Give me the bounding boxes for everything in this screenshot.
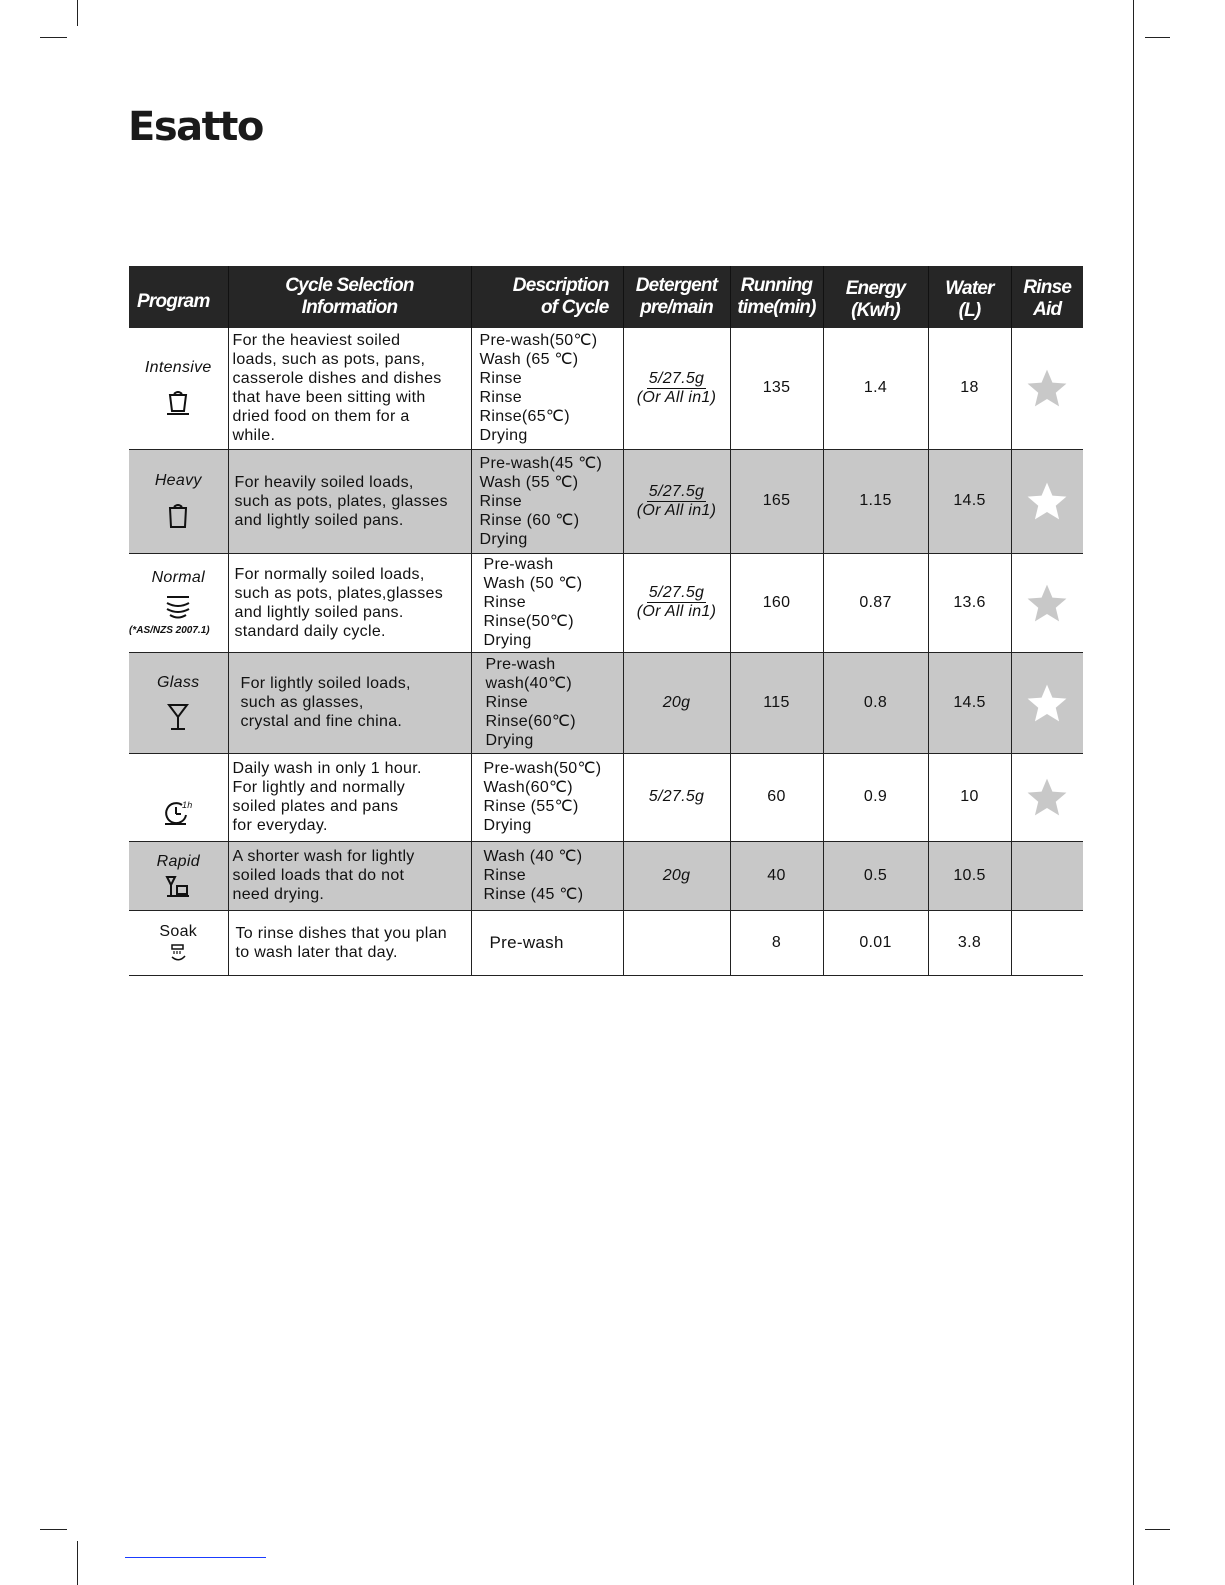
- description-cell: [471, 553, 623, 652]
- info-line: that have been sitting with: [232, 389, 426, 407]
- rinse-aid-cell: [1011, 553, 1083, 652]
- running-time: 8: [730, 910, 823, 975]
- description-cell: [471, 328, 623, 449]
- cycle-info-cell: [228, 553, 471, 652]
- info-line: such as pots, plates, glasses: [234, 492, 448, 510]
- program-table: [129, 266, 1083, 976]
- info-line: soiled loads that do not: [232, 867, 405, 884]
- info-line: To rinse dishes that you plan: [235, 924, 447, 942]
- desc-step: Pre-wash: [483, 556, 554, 573]
- detergent-cell: [623, 652, 730, 753]
- info-line: loads, such as pots, pans,: [232, 351, 426, 369]
- program-name: Heavy: [154, 472, 202, 489]
- program-name: Intensive: [144, 359, 212, 377]
- header-program: [129, 266, 228, 328]
- header-desc-line1: Description: [512, 275, 609, 296]
- soak-spray-icon: [168, 943, 188, 963]
- water-value: 13.6: [928, 553, 1011, 652]
- desc-step: wash(40℃): [485, 675, 572, 692]
- water-value: 3.8: [928, 910, 1011, 975]
- header-det-line2: pre/main: [640, 297, 713, 318]
- table-row: [129, 910, 1083, 975]
- info-line: A shorter wash for lightly: [232, 848, 415, 865]
- description-cell: [471, 449, 623, 553]
- detergent-note: (Or All in1): [636, 501, 717, 519]
- cycle-info-cell: [228, 449, 471, 553]
- detergent-cell: [623, 449, 730, 553]
- header-info-line1: Cycle Selection: [285, 275, 414, 296]
- desc-step: Rinse: [483, 594, 526, 611]
- program-cell: [129, 449, 228, 553]
- program-name: Glass: [157, 673, 200, 691]
- desc-step: Pre-wash(50℃): [479, 332, 598, 350]
- desc-step: Rinse(60℃): [485, 713, 576, 730]
- table-row: [129, 449, 1083, 553]
- desc-step: Wash (50 ℃): [483, 575, 583, 592]
- header-rinse-line2: Aid: [1033, 299, 1062, 320]
- info-line: Daily wash in only 1 hour.: [232, 760, 422, 777]
- rinse-aid-cell: [1011, 910, 1083, 975]
- table-row: [129, 553, 1083, 652]
- desc-step: Pre-wash(45 ℃): [479, 454, 603, 472]
- info-line: For the heaviest soiled: [232, 332, 401, 350]
- detergent-cell: [623, 553, 730, 652]
- cycle-info-cell: [228, 328, 471, 449]
- header-rinse-line1: Rinse: [1023, 277, 1072, 298]
- standard-note: (*AS/NZS 2007.1): [129, 625, 210, 636]
- crop-mark: [40, 37, 67, 38]
- desc-step: Wash (40 ℃): [483, 848, 583, 865]
- info-line: such as pots, plates,glasses: [234, 584, 444, 602]
- energy-value: 1.4: [823, 328, 928, 449]
- running-time: 115: [730, 652, 823, 753]
- program-name: Soak: [159, 922, 198, 940]
- detergent-cell: [623, 841, 730, 910]
- table-row: [129, 328, 1083, 449]
- detergent-cell: [623, 328, 730, 449]
- desc-step: Rinse: [479, 492, 522, 510]
- header-energy: [823, 266, 928, 328]
- header-water-line1: Water: [945, 278, 994, 299]
- header-time: [730, 266, 823, 328]
- energy-value: 0.9: [823, 753, 928, 841]
- cycle-info-cell: [228, 652, 471, 753]
- crop-mark: [77, 0, 78, 26]
- desc-step: Rinse (55℃): [483, 798, 579, 815]
- running-time: 135: [730, 328, 823, 449]
- header-det-line1: Detergent: [635, 275, 718, 296]
- rinse-aid-cell: [1011, 449, 1083, 553]
- desc-step: Wash (65 ℃): [479, 351, 579, 369]
- info-line: need drying.: [232, 886, 325, 903]
- footer-link-underline: [125, 1557, 266, 1558]
- desc-step: Rinse(50℃): [483, 613, 574, 630]
- desc-step: Rinse (60 ℃): [479, 511, 580, 529]
- desc-step: Rinse: [479, 389, 522, 407]
- header-description: [471, 266, 623, 328]
- energy-value: 1.15: [823, 449, 928, 553]
- crop-mark: [77, 1541, 78, 1585]
- page-edge-rule: [1133, 0, 1134, 1585]
- crop-mark: [40, 1529, 67, 1530]
- water-value: 18: [928, 328, 1011, 449]
- info-line: crystal and fine china.: [240, 713, 403, 730]
- program-cell: [129, 910, 228, 975]
- detergent-cell: [623, 910, 730, 975]
- rinse-aid-cell: [1011, 652, 1083, 753]
- header-info: [228, 266, 471, 328]
- running-time: 60: [730, 753, 823, 841]
- program-cell: [129, 841, 228, 910]
- rinse-aid-cell: [1011, 753, 1083, 841]
- rinse-aid-cell: [1011, 328, 1083, 449]
- detergent-cell: [623, 753, 730, 841]
- energy-value: 0.8: [823, 652, 928, 753]
- detergent-amount: 5/27.5g: [648, 584, 705, 601]
- water-value: 10.5: [928, 841, 1011, 910]
- program-cell: [129, 753, 228, 841]
- running-time: 160: [730, 553, 823, 652]
- desc-step: Drying: [479, 530, 528, 548]
- star-icon: [1026, 367, 1068, 409]
- table-header-row: [129, 266, 1083, 328]
- cycle-info-cell: [228, 841, 471, 910]
- detergent-amount: 20g: [662, 866, 691, 884]
- star-icon: [1026, 480, 1068, 522]
- cycle-info-cell: [228, 910, 471, 975]
- desc-step: Pre-wash(50℃): [483, 760, 602, 777]
- description-cell: [471, 753, 623, 841]
- rinse-aid-cell: [1011, 841, 1083, 910]
- desc-step: Pre-wash: [485, 656, 556, 673]
- description-cell: [471, 910, 623, 975]
- plates-icon: [163, 593, 193, 621]
- header-detergent: [623, 266, 730, 328]
- running-time: 40: [730, 841, 823, 910]
- header-desc-line2: of Cycle: [540, 297, 609, 318]
- info-line: to wash later that day.: [235, 943, 398, 961]
- description-cell: [471, 841, 623, 910]
- desc-step: Drying: [485, 732, 534, 749]
- description-cell: [471, 652, 623, 753]
- detergent-note: (Or All in1): [636, 603, 717, 620]
- detergent-amount: 20g: [662, 693, 691, 711]
- header-rinse-aid: [1011, 266, 1083, 328]
- desc-step: Drying: [483, 632, 532, 649]
- water-value: 10: [928, 753, 1011, 841]
- info-line: casserole dishes and dishes: [232, 370, 442, 388]
- crop-mark: [1145, 37, 1170, 38]
- desc-step: Rinse: [485, 694, 528, 711]
- wine-glass-icon: [164, 702, 192, 732]
- header-info-line2: Information: [301, 297, 398, 318]
- detergent-note: (Or All in1): [636, 388, 717, 406]
- header-energy-line1: Energy: [845, 278, 906, 299]
- desc-step: Wash (55 ℃): [479, 473, 579, 491]
- info-line: dried food on them for a: [232, 408, 410, 426]
- info-line: For lightly soiled loads,: [240, 675, 411, 692]
- table-row: [129, 652, 1083, 753]
- energy-value: 0.01: [823, 910, 928, 975]
- brand-logo: Esatto: [128, 104, 263, 150]
- info-line: For normally soiled loads,: [234, 565, 425, 583]
- header-water: [928, 266, 1011, 328]
- info-line: For heavily soiled loads,: [234, 473, 414, 491]
- header-time-line2: time(min): [737, 297, 816, 318]
- desc-step: Drying: [479, 427, 528, 445]
- info-line: For lightly and normally: [232, 779, 406, 796]
- one-hour-label: 1h: [182, 800, 193, 810]
- program-cell: [129, 553, 228, 652]
- program-cell: [129, 328, 228, 449]
- program-name: Normal: [151, 569, 205, 586]
- rapid-glass-cup-icon: [164, 875, 192, 899]
- water-value: 14.5: [928, 449, 1011, 553]
- info-line: and lightly soiled pans.: [234, 511, 404, 529]
- table-row: [129, 753, 1083, 841]
- info-line: and lightly soiled pans.: [234, 603, 404, 621]
- desc-step: Rinse: [479, 370, 522, 388]
- cycle-info-cell: [228, 753, 471, 841]
- info-line: standard daily cycle.: [234, 622, 386, 640]
- star-icon: [1026, 776, 1068, 818]
- crop-mark: [1145, 1529, 1170, 1530]
- one-hour-icon: [162, 797, 194, 827]
- header-water-line2: (L): [958, 300, 981, 321]
- pot-icon: [163, 387, 193, 417]
- star-icon: [1026, 682, 1068, 724]
- water-value: 14.5: [928, 652, 1011, 753]
- energy-value: 0.87: [823, 553, 928, 652]
- desc-step: Pre-wash: [489, 933, 564, 952]
- info-line: for everyday.: [232, 817, 328, 834]
- info-line: while.: [232, 427, 276, 445]
- desc-step: Rinse (45 ℃): [483, 886, 584, 903]
- info-line: such as glasses,: [240, 694, 364, 711]
- detergent-amount: 5/27.5g: [648, 482, 705, 500]
- table-row: [129, 841, 1083, 910]
- detergent-amount: 5/27.5g: [648, 788, 705, 805]
- desc-step: Wash(60℃): [483, 779, 573, 796]
- star-icon: [1026, 582, 1068, 624]
- detergent-amount: 5/27.5g: [648, 369, 705, 387]
- pot-icon: [163, 500, 193, 530]
- header-energy-line2: (Kwh): [851, 300, 900, 321]
- desc-step: Rinse(65℃): [479, 408, 570, 426]
- header-program-label: Program: [137, 291, 210, 312]
- running-time: 165: [730, 449, 823, 553]
- info-line: soiled plates and pans: [232, 798, 399, 815]
- energy-value: 0.5: [823, 841, 928, 910]
- header-time-line1: Running: [740, 275, 813, 296]
- program-name: Rapid: [156, 852, 200, 870]
- desc-step: Rinse: [483, 867, 526, 884]
- program-cell: [129, 652, 228, 753]
- desc-step: Drying: [483, 817, 532, 834]
